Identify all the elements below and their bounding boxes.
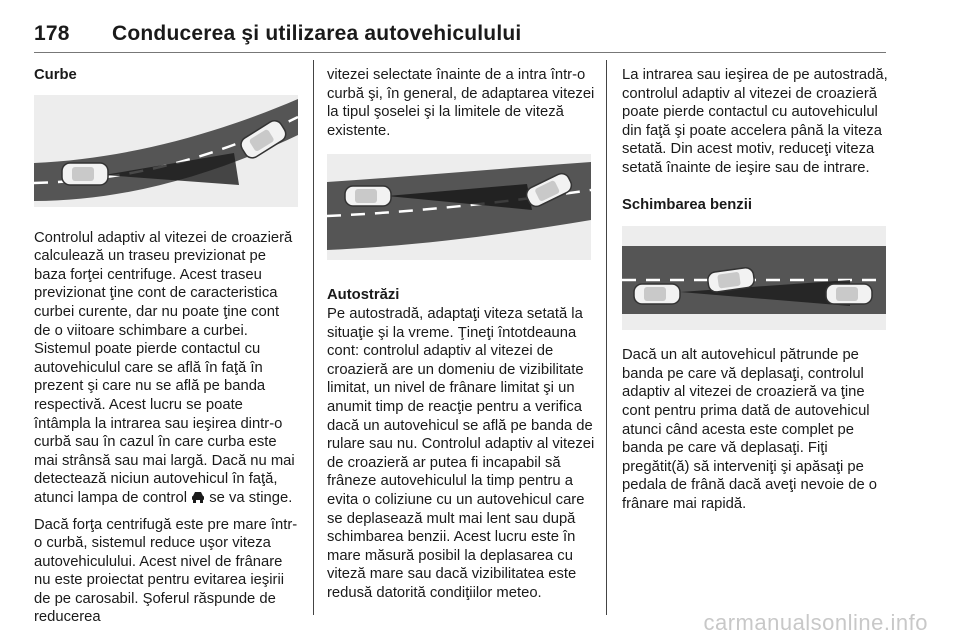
column-2 <box>327 66 595 602</box>
page-number: 178 <box>34 22 70 45</box>
watermark: carmanualsonline.info <box>703 610 928 635</box>
section-heading-autostrazi: Autostrăzi <box>327 287 400 304</box>
highway-illustration <box>327 154 591 260</box>
page-header <box>34 22 886 46</box>
curbe-paragraph-1 <box>34 229 298 508</box>
section-heading-schimbarea-benzii: Schimbarea benzii <box>622 196 752 213</box>
column-divider <box>606 60 607 615</box>
curbe-paragraph-continued: vitezei selectate înainte de a intra într-o curbă şi, în general, de adaptarea vitezei la tipul şoselei şi la limitele de viteză existente. <box>327 67 595 139</box>
autostrazi-paragraph: Pe autostradă, adaptaţi viteza setată la situaţie şi la vreme. Ţineţi întotdeauna cont: controlul adaptiv al vitezei de croazieră are un domeniu de vizibilitate limitat, un nivel de frânare limitat şi un anumit timp de reacţie pentru a verifica dacă un autovehicul se află pe banda de rulare sau nu. Controlul adaptiv al vitezei de croazieră ar putea fi incapabil să frâneze autovehiculul la timp pentru a evita o coliziune cu un autovehicul care se deplasează mult mai lent sau după schimbarea benzii. Acest lucru este în mare măsură posibil la deplasarea cu viteză mare sau dacă vizibilitatea este redusă datorită condiţiilor meteo. <box>327 305 595 601</box>
section-heading-curbe: Curbe <box>34 67 77 83</box>
chapter-title: Conducerea şi utilizarea autovehiculului <box>112 22 522 45</box>
schimbarea-benzii-paragraph: Dacă un alt autovehicul pătrunde pe banda pe care vă deplasaţi, controlul adaptiv al vitezei de croazieră va ţine cont pentru prima dată de autovehicul atunci când acesta este complet pe banda pe care vă deplasaţi. Fiţi pregătit(ă) să interveniţi şi apăsaţi pe pedala de frână dacă aveţi nevoie de o frânare mai rapidă. <box>622 347 878 512</box>
car-front <box>62 163 108 185</box>
car-ahead-lane <box>826 284 872 304</box>
curbe-text-end: se va stinge. <box>209 489 293 506</box>
column-1 <box>34 66 298 627</box>
header-rule <box>34 52 886 53</box>
lane-change-illustration <box>622 226 886 330</box>
car-own <box>345 186 391 206</box>
vehicle-ahead-icon <box>191 491 205 503</box>
curbe-text: Controlul adaptiv al vitezei de croazieră calculează un traseu previzionat pe baza forţei centrifuge. Acest traseu previzionat ţine cont de caracteristica curbei curente, dar nu poate ţine cont de o viitoare schimbare a curbei. Sistemul poate pierde contactul cu autovehiculul care se află în faţă în prezent şi care nu se află pe banda respectivă. Acest lucru se poate întâmpla la intrarea sau ieşirea dintr-o curbă sau în cazul în care curba este mai strânsă sau mai largă. Dacă nu mai detectează niciun autovehicul în faţă, atunci lampa de control <box>34 229 295 506</box>
curbe-paragraph-2: Dacă forţa centrifugă este pre mare într-o curbă, sistemul reduce uşor viteza autovehiculului. Acest nivel de frânare nu este proiectat pentru evitarea ieşirii de pe carosabil. Şoferul răspunde de reducerea <box>34 516 298 626</box>
column-3 <box>622 66 890 514</box>
car-own <box>634 284 680 304</box>
curve-illustration <box>34 95 298 207</box>
autostrazi-paragraph-continued: La intrarea sau ieşirea de pe autostradă, controlul adaptiv al vitezei de croazieră poate pierde contactul cu autovehiculul din faţă şi poate accelera până la viteza setată. Din acest motiv, reduceţi viteza setată înainte de ieşire sau de intrare. <box>622 67 888 176</box>
column-divider <box>313 60 314 615</box>
